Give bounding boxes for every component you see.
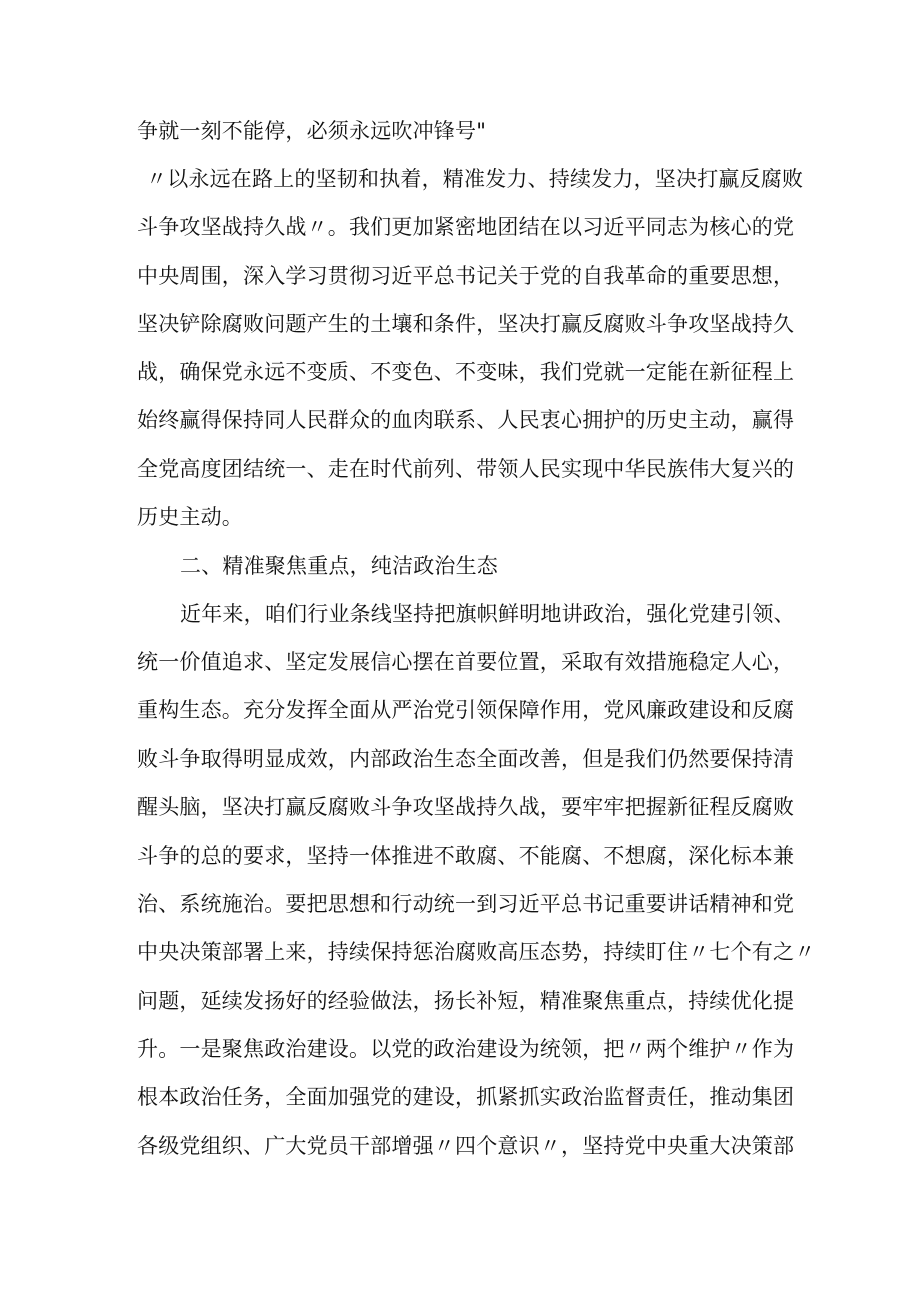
paragraph-line: 坚决铲除腐败问题产生的土壤和条件，坚决打赢反腐败斗争攻坚战持久 bbox=[137, 312, 795, 336]
paragraph-line: 战，确保党永远不变质、不变色、不变味，我们党就一定能在新征程上 bbox=[137, 360, 795, 384]
paragraph-line: 问题，延续发扬好的经验做法，扬长补短，精准聚焦重点，持续优化提 bbox=[137, 989, 795, 1013]
paragraph-line: 醒头脑，坚决打赢反腐败斗争攻坚战持久战，要牢牢把握新征程反腐败 bbox=[137, 795, 795, 819]
paragraph-line: 败斗争取得明显成效，内部政治生态全面改善，但是我们仍然要保持清 bbox=[137, 747, 795, 771]
paragraph-line: 斗争攻坚战持久战〃。我们更加紧密地团结在以习近平同志为核心的党 bbox=[137, 215, 795, 239]
paragraph-line: 各级党组织、广大党员干部增强〃四个意识〃，坚持党中央重大决策部 bbox=[137, 1134, 795, 1158]
paragraph-line: 升。一是聚焦政治建设。以党的政治建设为统领，把〃两个维护〃作为 bbox=[137, 1037, 795, 1061]
paragraph-line: 统一价值追求、坚定发展信心摆在首要位置，采取有效措施稳定人心， bbox=[137, 650, 795, 674]
paragraph-line: 全党高度团结统一、走在时代前列、带领人民实现中华民族伟大复兴的 bbox=[137, 457, 795, 481]
paragraph-line: 历史主动。 bbox=[137, 505, 243, 529]
paragraph-line: 重构生态。充分发挥全面从严治党引领保障作用，党风廉政建设和反腐 bbox=[137, 698, 795, 722]
paragraph-line: 〃以永远在路上的坚韧和执着，精准发力、持续发力，坚决打赢反腐败 bbox=[146, 167, 804, 191]
paragraph-line: 始终赢得保持同人民群众的血肉联系、人民衷心拥护的历史主动，赢得 bbox=[137, 408, 795, 432]
section-heading: 二、精准聚焦重点，纯洁政治生态 bbox=[180, 554, 498, 578]
paragraph-line: 中央周围，深入学习贯彻习近平总书记关于党的自我革命的重要思想， bbox=[137, 264, 795, 288]
paragraph-line: 争就一刻不能停，必须永远吹冲锋号" bbox=[137, 119, 487, 143]
paragraph-line: 近年来，咱们行业条线坚持把旗帜鲜明地讲政治，强化党建引领、 bbox=[180, 602, 795, 626]
paragraph-line: 斗争的总的要求，坚持一体推进不敢腐、不能腐、不想腐，深化标本兼 bbox=[137, 844, 795, 868]
paragraph-line: 治、系统施治。要把思想和行动统一到习近平总书记重要讲话精神和党 bbox=[137, 892, 795, 916]
paragraph-line: 中央决策部署上来，持续保持惩治腐败高压态势，持续盯住〃七个有之〃 bbox=[137, 940, 816, 964]
paragraph-line: 根本政治任务，全面加强党的建设，抓紧抓实政治监督责任，推动集团 bbox=[137, 1085, 795, 1109]
